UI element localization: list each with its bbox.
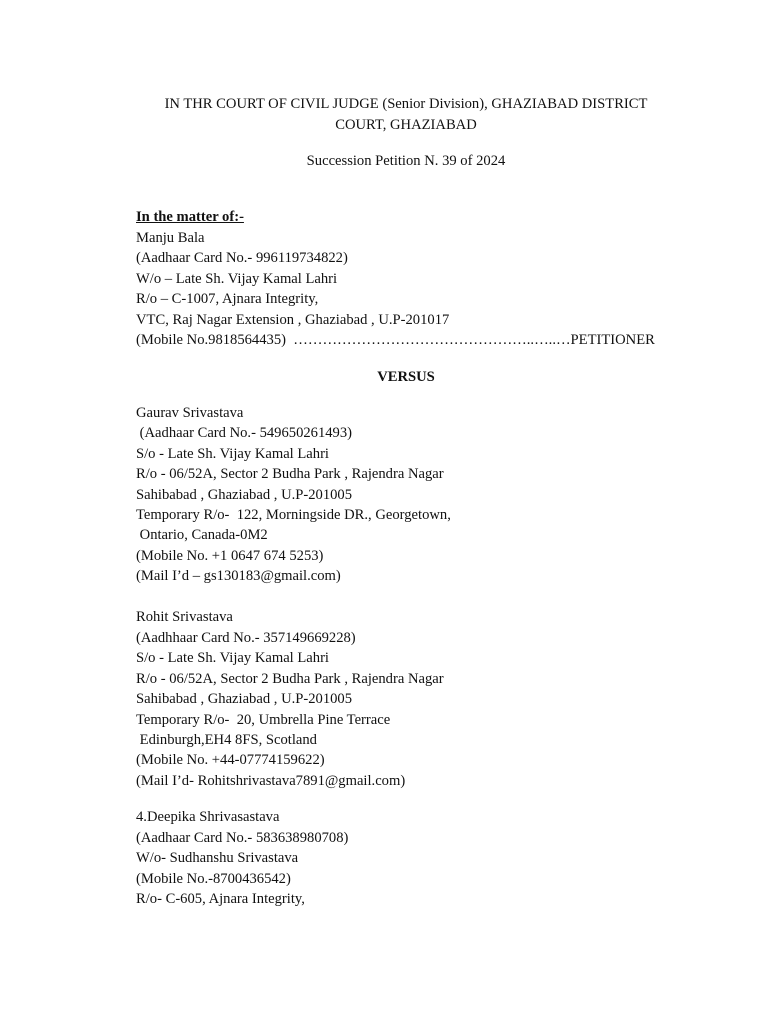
respondent2-address1: R/o - 06/52A, Sector 2 Budha Park , Rajendra Nagar (136, 671, 444, 687)
respondent2-relation: S/o - Late Sh. Vijay Kamal Lahri (136, 650, 329, 666)
petitioner-address2: VTC, Raj Nagar Extension , Ghaziabad , U.P-201017 (136, 312, 450, 328)
petitioner-name: Manju Bala (136, 230, 205, 246)
respondent2-mobile: (Mobile No. +44-07774159622) (136, 752, 325, 768)
petitioner-address1: R/o – C-1007, Ajnara Integrity, (136, 291, 319, 307)
petitioner-aadhaar: (Aadhaar Card No.- 996119734822) (136, 250, 348, 266)
respondent1-temp-address2: Ontario, Canada-0M2 (136, 527, 268, 543)
respondent1-address1: R/o - 06/52A, Sector 2 Budha Park , Rajendra Nagar (136, 466, 444, 482)
versus-heading: VERSUS (377, 369, 435, 385)
respondent1-name: Gaurav Srivastava (136, 405, 244, 421)
respondent1-relation: S/o - Late Sh. Vijay Kamal Lahri (136, 446, 329, 462)
respondent1-temp-address1: Temporary R/o- 122, Morningside DR., Georgetown, (136, 507, 451, 523)
petitioner-relation: W/o – Late Sh. Vijay Kamal Lahri (136, 271, 338, 287)
court-title-line2: COURT, GHAZIABAD (335, 117, 477, 133)
respondent3-aadhaar: (Aadhaar Card No.- 583638980708) (136, 830, 349, 846)
petitioner-mobile-line: (Mobile No.9818564435) …………………………………………..…..…PETITIONER (136, 332, 655, 348)
respondent1-address2: Sahibabad , Ghaziabad , U.P-201005 (136, 487, 353, 503)
respondent2-aadhaar: (Aadhhaar Card No.- 357149669228) (136, 630, 356, 646)
respondent1-mobile: (Mobile No. +1 0647 674 5253) (136, 548, 324, 564)
respondent3-name: 4.Deepika Shrivasastava (136, 809, 280, 825)
respondent2-temp-address1: Temporary R/o- 20, Umbrella Pine Terrace (136, 712, 391, 728)
respondent2-name: Rohit Srivastava (136, 609, 233, 625)
respondent1-mail: (Mail I’d – gs130183@gmail.com) (136, 568, 341, 584)
respondent2-temp-address2: Edinburgh,EH4 8FS, Scotland (136, 732, 317, 748)
petition-number: Succession Petition N. 39 of 2024 (306, 153, 506, 169)
respondent2-mail: (Mail I’d- Rohitshrivastava7891@gmail.com) (136, 773, 406, 789)
respondent3-mobile: (Mobile No.-8700436542) (136, 871, 291, 887)
respondent2-address2: Sahibabad , Ghaziabad , U.P-201005 (136, 691, 353, 707)
respondent3-relation: W/o- Sudhanshu Srivastava (136, 850, 299, 866)
respondent3-address1: R/o- C-605, Ajnara Integrity, (136, 891, 305, 907)
court-title-line1: IN THR COURT OF CIVIL JUDGE (Senior Division), GHAZIABAD DISTRICT (164, 96, 648, 112)
respondent1-aadhaar: (Aadhaar Card No.- 549650261493) (136, 425, 353, 441)
matter-heading: In the matter of:- (136, 209, 244, 225)
